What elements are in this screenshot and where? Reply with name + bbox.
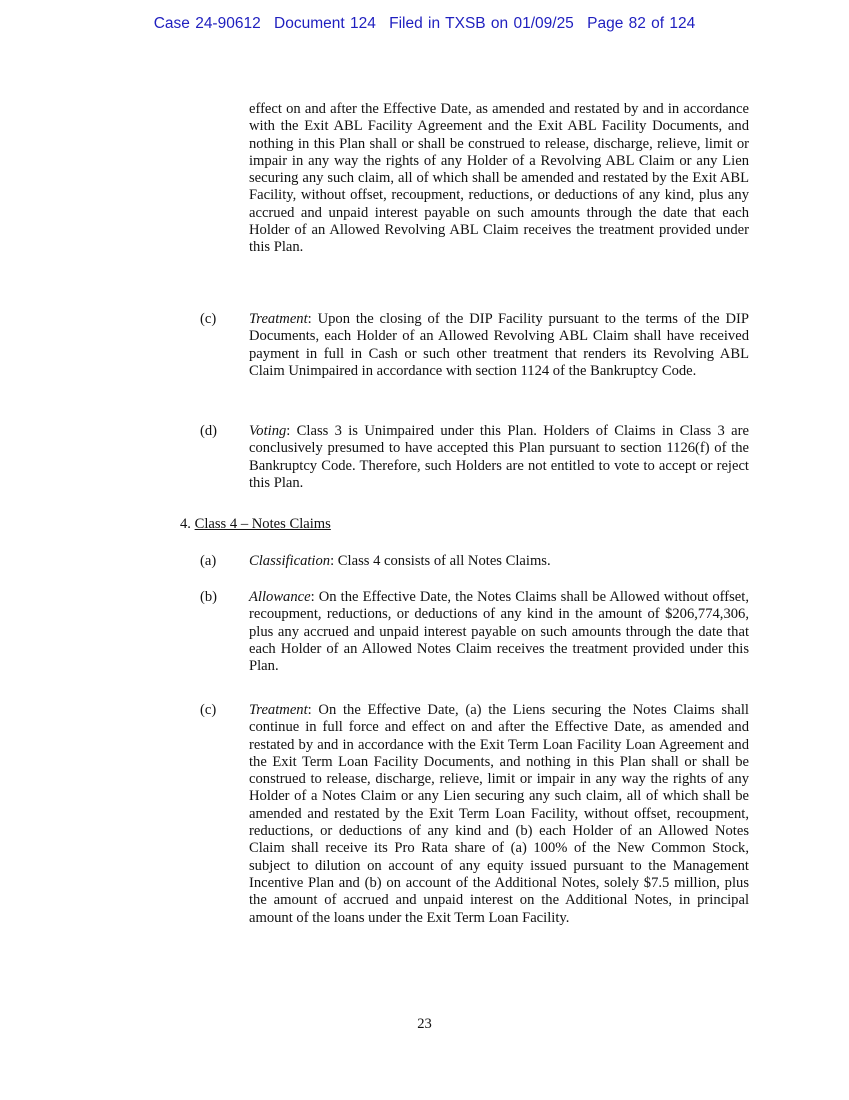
class3-voting-text: : Class 3 is Unimpaired under this Plan. Holders of Claims in Class 3 are conclusively presumed to have accepted this Plan pursuant to section 1126(f) of the Bankruptcy Code. Therefore, such Holders are not entitled to vote to accept or reject this Plan. bbox=[249, 423, 749, 491]
case-number: Case 24-90612 bbox=[153, 15, 261, 32]
class3-c-label: (c) bbox=[200, 311, 217, 327]
class3-voting-paragraph bbox=[249, 423, 749, 492]
class3-d-label: (d) bbox=[200, 423, 218, 439]
class4-c-label: (c) bbox=[200, 702, 217, 718]
class4-classification-paragraph bbox=[249, 553, 749, 570]
class3-voting-title: Voting bbox=[249, 423, 287, 439]
class3-treatment-text: : Upon the closing of the DIP Facility pursuant to the terms of the DIP Documents, each Holder of an Allowed Revolving ABL Claim shall have received payment in full in Cash or such other treatment that renders its Revolving ABL Claim Unimpaired in accordance with section 1124 of the Bankruptcy Code. bbox=[249, 311, 749, 379]
class4-classification-title: Classification bbox=[249, 553, 331, 569]
class4-title: Class 4 – Notes Claims bbox=[194, 516, 331, 532]
class4-treatment-text: : On the Effective Date, (a) the Liens securing the Notes Claims shall continue in full force and effect on and after the Effective Date, as amended and restated by and in accordance with the Exit Term Loan Facility Loan Agreement and the Exit Term Loan Facility Documents, and nothing in this Plan shall or shall be construed to release, discharge, relieve, limit or impair in any way the rights of any Holder of a Notes Claim or any Lien securing any such claim, all of which shall be amended and restated by the Exit Term Loan Facility, without offset, recoupment, reductions, or deductions of any kind and (b) each Holder of an Allowed Notes Claim shall receive its Pro Rata share of (a) 100% of the New Common Stock, subject to dilution on account of any equity issued pursuant to the Management Incentive Plan and (b) on account of the Additional Notes, solely $7.5 million, plus the amount of accrued and unpaid interest on the Additional Notes, in principal amount of the loans under the Exit Term Loan Facility. bbox=[249, 702, 749, 926]
court-filing-header bbox=[0, 15, 849, 33]
continuation-paragraph: effect on and after the Effective Date, as amended and restated by and in accordance with the Exit ABL Facility Agreement and the Exit ABL Facility Documents, and nothing in this Plan shall or shall be construed to release, discharge, relieve, limit or impair in any way the rights of any Holder of a Revolving ABL Claim or any Lien securing any such claim, all of which shall be amended and restated by the Exit ABL Facility, without offset, recoupment, reductions, or deductions of any kind, plus any accrued and unpaid interest payable on such amounts through the date that each Holder of an Allowed Revolving ABL Claim receives the treatment provided under this Plan. bbox=[249, 101, 749, 256]
class4-allowance-title: Allowance bbox=[249, 589, 311, 605]
class4-heading bbox=[180, 516, 331, 533]
class3-treatment-title: Treatment bbox=[249, 311, 308, 327]
filed-info: Filed in TXSB on 01/09/25 bbox=[389, 15, 574, 32]
class4-treatment-paragraph bbox=[249, 702, 749, 927]
class4-number: 4. bbox=[180, 516, 191, 532]
class3-treatment-paragraph bbox=[249, 311, 749, 380]
page-number: 23 bbox=[417, 1016, 432, 1032]
class4-a-label: (a) bbox=[200, 553, 217, 569]
class4-allowance-paragraph bbox=[249, 589, 749, 675]
class4-treatment-title: Treatment bbox=[249, 702, 308, 718]
class4-b-label: (b) bbox=[200, 589, 218, 605]
class4-allowance-text: : On the Effective Date, the Notes Claims shall be Allowed without offset, recoupment, reductions, or deductions of any kind in the amount of $206,774,306, plus any accrued and unpaid interest payable on such amounts through the date that each Holder of an Allowed Notes Claim receives the treatment provided under this Plan. bbox=[249, 589, 749, 675]
page-info: Page 82 of 124 bbox=[587, 15, 696, 32]
document-number: Document 124 bbox=[274, 15, 376, 32]
class4-classification-text: : Class 4 consists of all Notes Claims. bbox=[330, 553, 551, 569]
